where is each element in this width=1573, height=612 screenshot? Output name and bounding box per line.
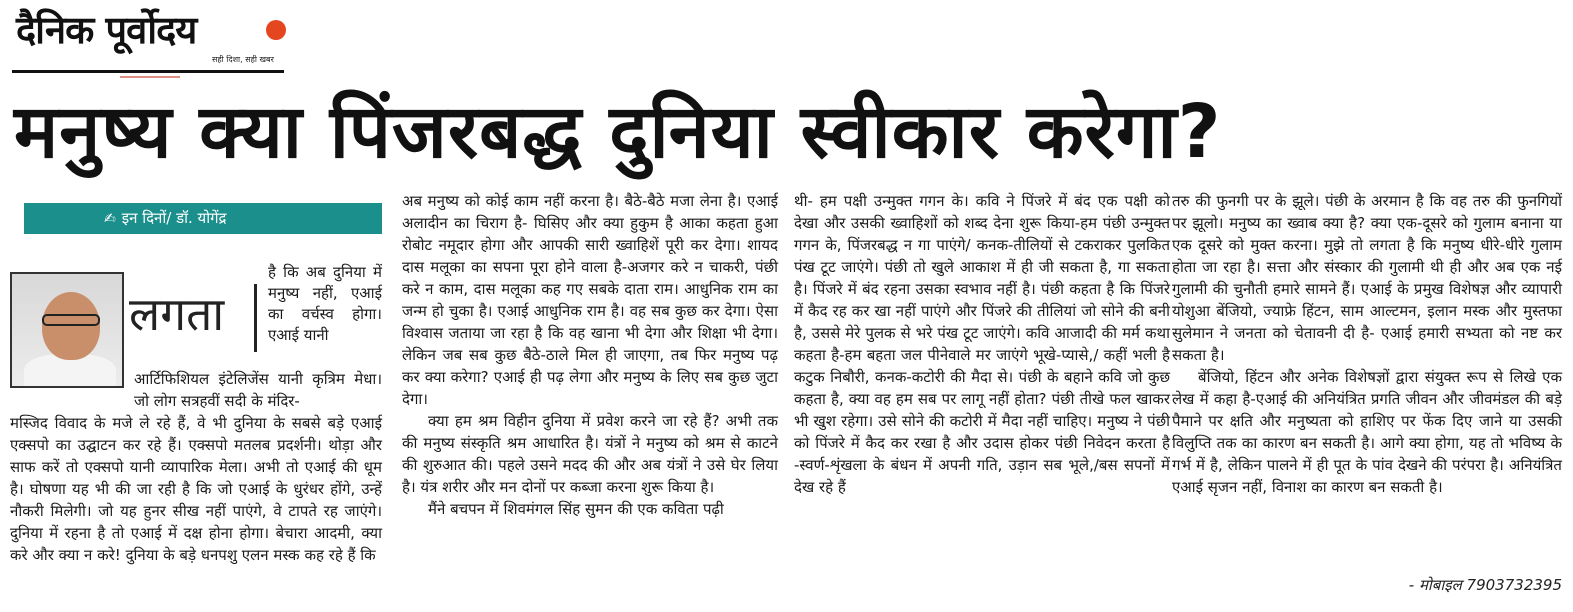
article-text: आर्टिफिशियल इंटेलिजेंस यानी कृत्रिम मेधा। जो लोग सत्रहवीं सदी के मंदिर-	[134, 370, 382, 410]
article-text: है कि अब दुनिया में मनुष्य नहीं, एआई का वर्चस्व होगा। एआई यानी	[268, 263, 382, 344]
article-paragraph: अब मनुष्य को कोई काम नहीं करना है। बैठे-बैठे मजा लेना है। एआई अलादीन का चिराग है- घिसिए और क्या हुकुम है आका कहता हुआ रोबोट नमूदार होगा और आपकी सारी ख्वाहिशें पूरी कर देगा। शायद दास मलूका का सपना पूरा होने वाला है-अजगर करे न चाकरी, पंछी करे न काम, दास मलूका कह गए सबके दाता राम। आधुनिक राम का जन्म हो चुका है। एआई आधुनिक राम है। वह सब कुछ कर देगा। ऐसा विश्वास जताया जा रहा है कि वह खाना भी देगा और शिक्षा भी देगा। लेकिन जब सब कुछ बैठे-ठाले मिल ही जाएगा, तब फिर मनुष्य पढ़ कर क्या करेगा? एआई ही पढ़ लेगा और मनुष्य के लिए सब कुछ जुटा देगा।	[402, 192, 778, 408]
article-col2	[402, 190, 778, 520]
dropcap-divider	[254, 284, 257, 352]
photo-face	[42, 292, 100, 360]
author-contact: - मोबाइल 7903732395	[1408, 576, 1562, 594]
article-headline: मनुष्य क्या पिंजरबद्ध दुनिया स्वीकार करेगा?	[14, 89, 1222, 175]
masthead-tagline: सही दिशा, सही खबर	[212, 55, 274, 64]
byline-banner	[24, 203, 382, 234]
masthead-rule	[12, 70, 284, 73]
article-col1-top	[268, 262, 382, 346]
article-paragraph: बेंजियो, हिंटन और अनेक विशेषज्ञों द्वारा संयुक्त रूप से लिखे एक लेख में कहा है-एआई की अनियंत्रित प्रगति जीवन और जीवमंडल की बड़े पैमाने पर क्षति और मनुष्यता को हाशिए पर फेंक दिए जाने या उसकी विलुप्ति तक का कारण बन सकती है। आगे क्या होगा, यह तो भविष्य के गर्भ में है, लेकिन पालने में ही पूत के पांव देखने की परंपरा है। अनियंत्रित एआई सृजन नहीं, विनाश का कारण बन सकती है।	[1172, 368, 1562, 496]
article-paragraph: तरु की फुनगी पर के झूले। पंछी के अरमान है कि वह तरु की फुनगियों पर झूलो। मनुष्य का ख्वाब क्या है? क्या एक-दूसरे को गुलाम बनाना या एक दूसरे को मुक्त करना। मुझे तो लगता है कि मनुष्य धीरे-धीरे गुलाम होता जा रहा है। सत्ता और संस्कार की गुलामी थी ही और अब एक नई गुलामी की चुनौती हमारे सामने हैं। एआई के प्रमुख विशेषज्ञ और व्यापारी योशुआ बेंजियो, ज्याफ्रे हिंटन, साम आल्टमन, इलान मस्क और मुस्तफा सुलेमान ने जनता को चेतावनी दी है- एआई हमारी सभ्यता को नष्ट कर सकता है।	[1172, 192, 1562, 364]
author-photo	[10, 272, 124, 388]
article-paragraph: क्या हम श्रम विहीन दुनिया में प्रवेश करने जा रहे हैं? अभी तक की मनुष्य संस्कृति श्रम आधारित है। यंत्रों ने मनुष्य को श्रम से काटने की शुरुआत की। पहले उसने मदद की और अब यंत्रों ने उसे घेर लिया है। यंत्र शरीर और मन दोनों पर कब्जा करना शुरू किया है।	[402, 412, 778, 496]
photo-glasses	[42, 314, 100, 326]
masthead-accent-rule	[120, 76, 180, 78]
article-col1-middle	[134, 368, 382, 412]
masthead-name: दैनिक पूर्वोदय	[16, 8, 197, 52]
article-paragraph: थी- हम पक्षी उन्मुक्त गगन के। कवि ने पिंजरे में बंद एक पक्षी को देखा और उसकी ख्वाहिशों को शब्द देना शुरू किया-हम पंछी उन्मुक्त गगन के, पिंजरबद्ध न गा पाएंगे/ कनक-तीलियों से टकराकर पुलकित पंख टूट जाएंगे। पंछी तो खुले आकाश में ही जी सकता है, गा सकता है। पिंजरे में बंद रहना उसका स्वभाव नहीं है। पंछी कहता है कि पिंजरे में कैद रह कर खा नहीं पाएंगे और पिंजरे की तीलियां जो सोने की बनी है, उससे मेरे पुलक से भरे पंख टूट जाएंगे। कवि आजादी की मर्म कथा कहता है-हम बहता जल पीनेवाले मर जाएंगे भूखे-प्यासे,/ कहीं भली है कटुक निबौरी, कनक-कटोरी की मैदा से। पंछी के बहाने कवि जो कुछ कहता है, क्या वह हम सब पर लागू नहीं होता? पंछी तीखे फल खाकर भी खुश रहेगा। उसे सोने की कटोरी में मैदा नहीं चाहिए। मनुष्य ने पंछी को पिंजरे में कैद कर रखा है और उदास होकर पंछी निवेदन करता है -स्वर्ण-शृंखला के बंधन में अपनी गति, उड़ान सब भूले,/बस सपनों में देख रहे हैं	[794, 192, 1170, 496]
logo-dot-icon	[266, 20, 286, 40]
masthead-logo	[12, 6, 284, 74]
pen-icon: ✍	[104, 211, 116, 227]
article-paragraph: मैंने बचपन में शिवमंगल सिंह सुमन की एक कविता पढ़ी	[428, 500, 724, 518]
article-col3	[794, 190, 1170, 498]
article-text: मस्जिद विवाद के मजे ले रहे हैं, वे भी दुनिया के सबसे बड़े एआई एक्सपो का उद्घाटन कर रहे हैं। एक्सपो मतलब प्रदर्शनी। थोड़ा और साफ करें तो एक्सपो यानी व्यापारिक मेला। अभी तो एआई की धूम है। घोषणा यह भी की जा रही है कि जो एआई के धुरंधर होंगे, उन्हें नौकरी मिलेगी। जो यह हुनर सीख नहीं पाएंगे, वे टापते रह जाएंगे। दुनिया में रहना है तो एआई में दक्ष होना होगा। बेचारा आदमी, क्या करे और क्या न करे! दुनिया के बड़े धनपशु एलन मस्क कह रहे हैं कि	[10, 414, 382, 564]
article-col1-bottom	[10, 412, 382, 566]
byline-text: इन दिनों/ डॉ. योगेंद्र	[121, 209, 227, 227]
dropcap-word: लगता	[129, 287, 225, 341]
article-col4	[1172, 190, 1562, 498]
